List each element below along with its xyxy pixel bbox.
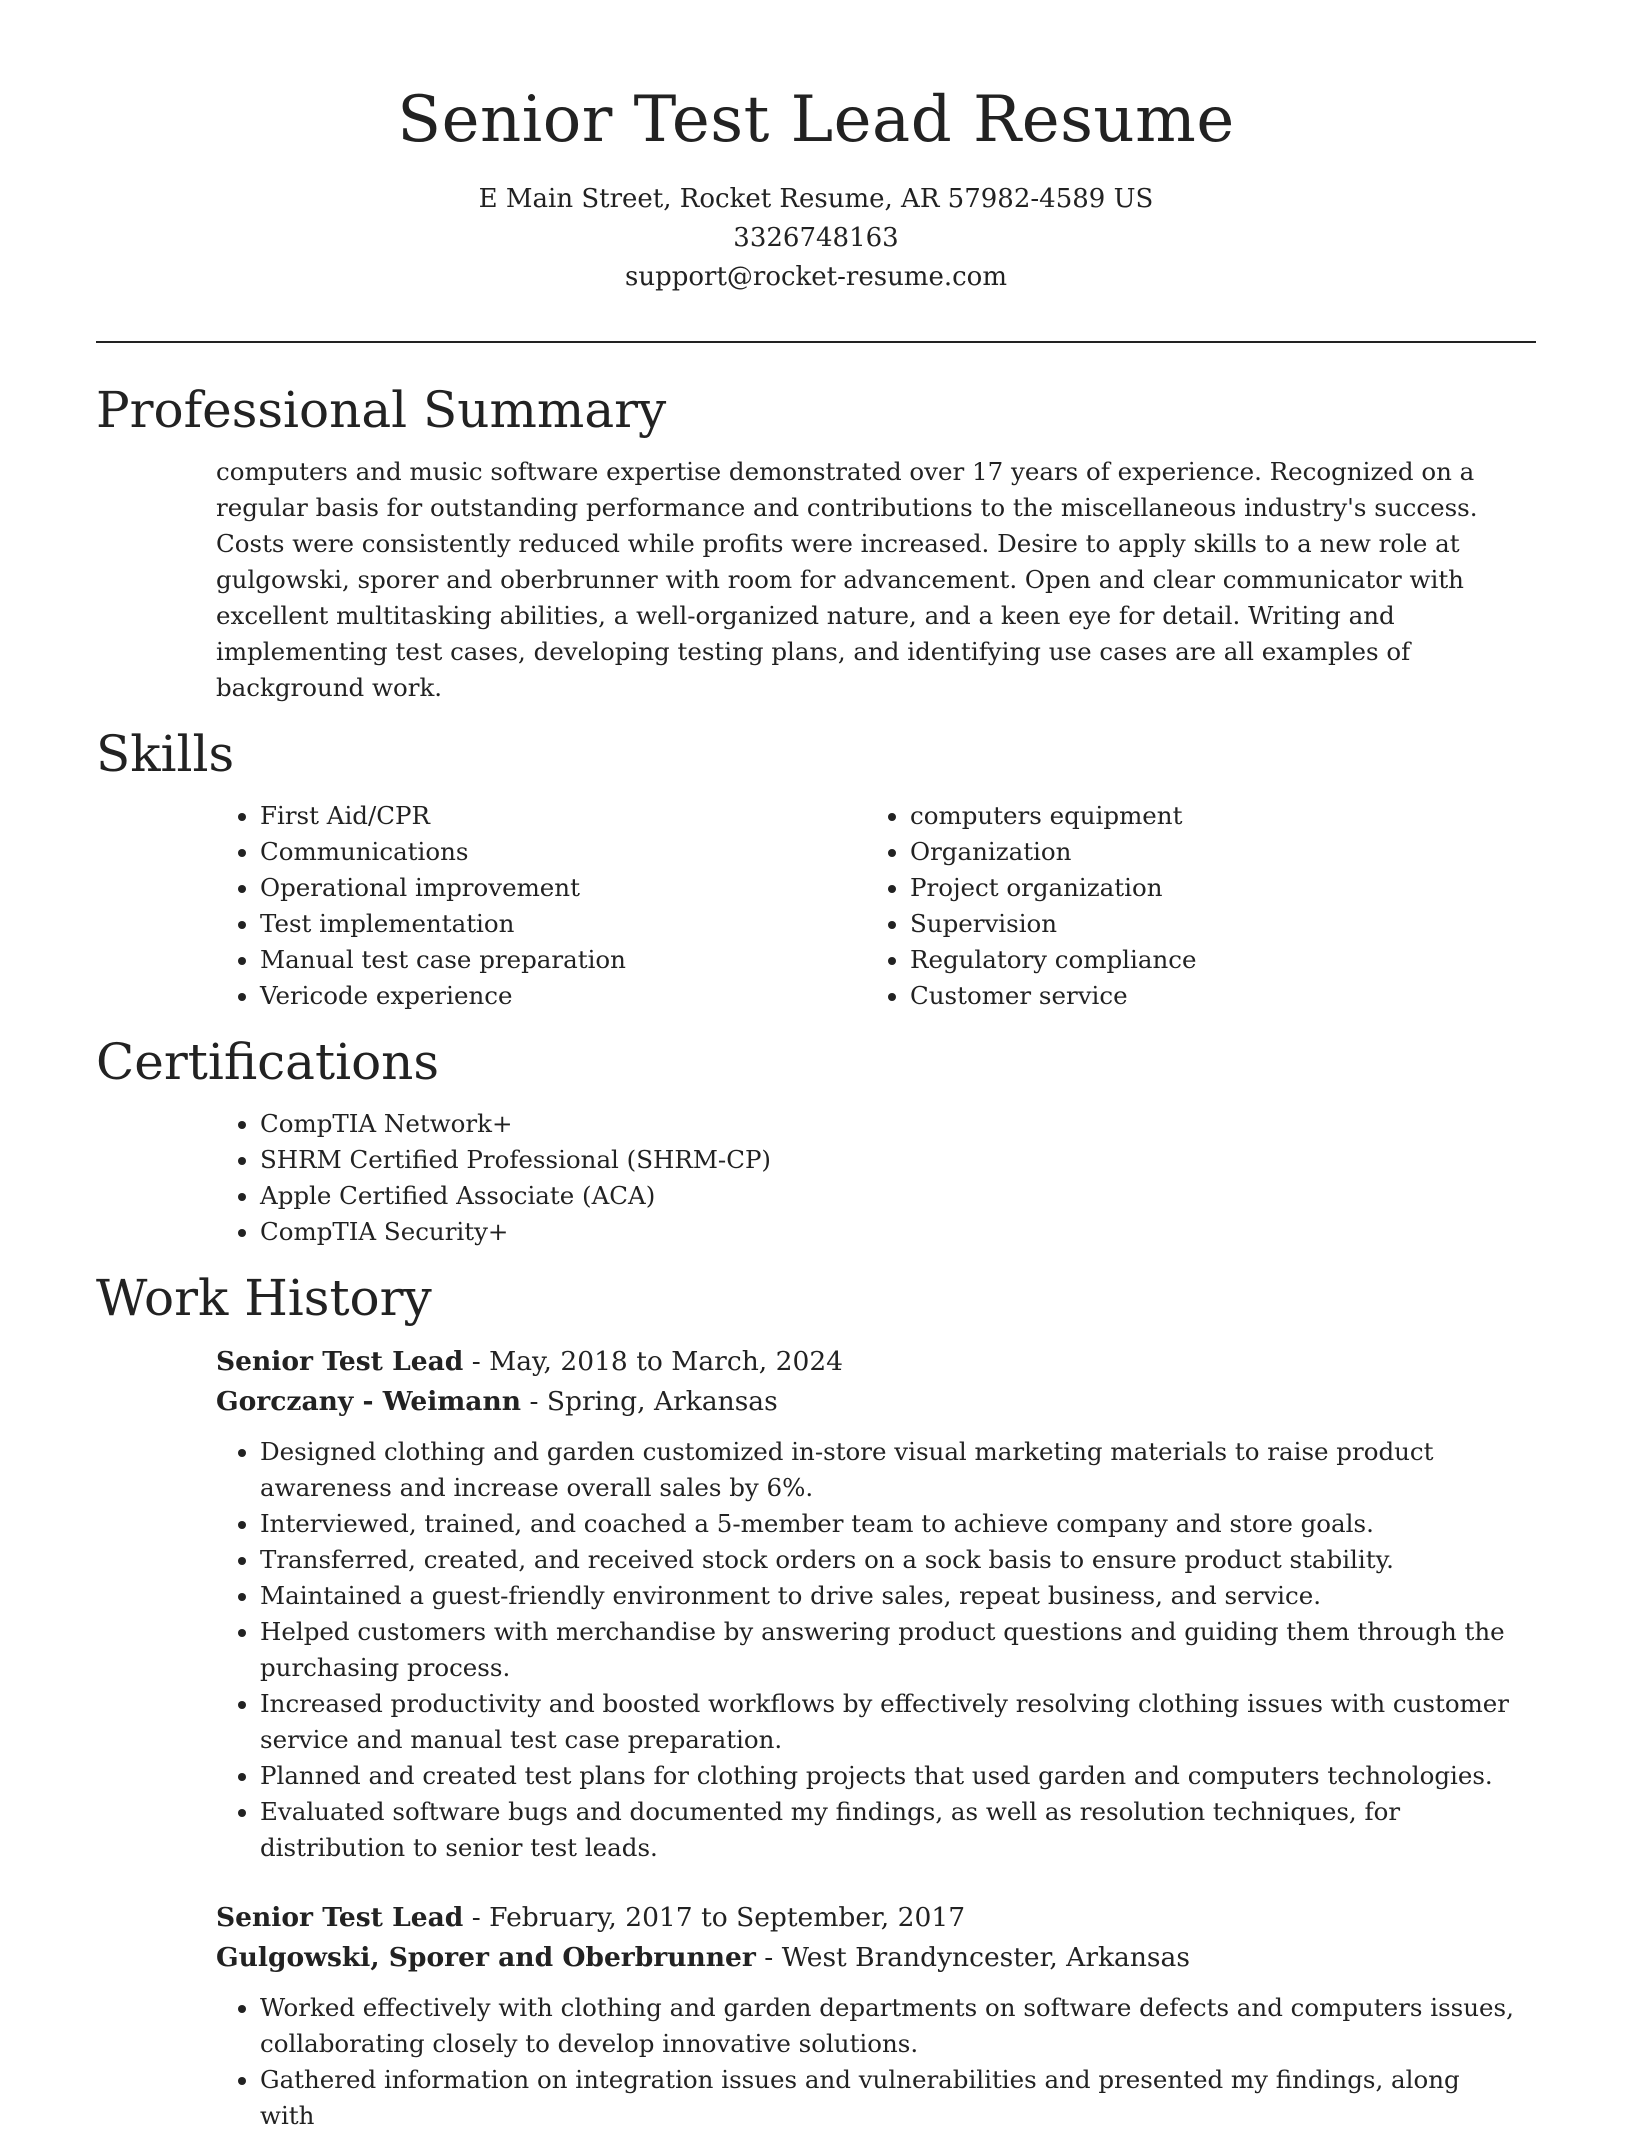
- summary-heading: Professional Summary: [96, 381, 667, 439]
- job-employer: Gulgowski, Sporer and Oberbrunner: [216, 1942, 756, 1973]
- job-title-line: Senior Test Lead - February, 2017 to September, 2017: [216, 1902, 966, 1933]
- skills-columns: [216, 798, 1536, 1014]
- resume-header: [0, 0, 1632, 297]
- skill-item: • First Aid/CPR: [260, 798, 866, 834]
- job-entry: [216, 1342, 1536, 1866]
- job-dates: May, 2018 to March, 2024: [489, 1346, 844, 1377]
- job-duty: • Worked effectively with clothing and garden departments on software defects and computers issues, collaborating closely to develop innovative solutions.: [260, 1990, 1516, 2062]
- certification-item: • CompTIA Network+: [260, 1106, 1536, 1142]
- skill-item: • Organization: [910, 834, 1516, 870]
- skill-item: • Manual test case preparation: [260, 942, 866, 978]
- job-title: Senior Test Lead: [216, 1902, 464, 1933]
- resume-body: [96, 380, 1536, 2134]
- job-title: Senior Test Lead: [216, 1346, 464, 1377]
- job-entry: [216, 1898, 1536, 2134]
- job-duty: • Helped customers with merchandise by answering product questions and guiding them through the purchasing process.: [260, 1614, 1516, 1686]
- job-duty: • Designed clothing and garden customized in-store visual marketing materials to raise product awareness and increase overall sales by 6%.: [260, 1434, 1516, 1506]
- contact-address: E Main Street, Rocket Resume, AR 57982-4589 US: [478, 183, 1154, 214]
- job-dates: February, 2017 to September, 2017: [489, 1902, 966, 1933]
- skills-list-right: [866, 798, 1516, 1014]
- contact-phone: 3326748163: [733, 222, 899, 253]
- job-duty: • Interviewed, trained, and coached a 5-member team to achieve company and store goals.: [260, 1506, 1516, 1542]
- skill-item: • Vericode experience: [260, 978, 866, 1014]
- summary-text: computers and music software expertise demonstrated over 17 years of experience. Recognized on a regular basis for outstanding performance and contributions to the miscellaneous industry's success. Costs were consistently reduced while profits were increased. Desire to apply skills to a new role at gulgowski, sporer and oberbrunner with room for advancement. Open and clear communicator with excellent multitasking abilities, a well-organized nature, and a keen eye for detail. Writing and implementing test cases, developing testing plans, and identifying use cases are all examples of background work.: [216, 457, 1478, 702]
- job-location: West Brandyncester, Arkansas: [781, 1942, 1190, 1973]
- certification-item: • CompTIA Security+: [260, 1214, 1536, 1250]
- skill-item: • Operational improvement: [260, 870, 866, 906]
- work-history-section: [96, 1268, 1536, 2134]
- skills-section: [96, 724, 1536, 1014]
- certifications-list: [216, 1106, 1536, 1250]
- job-duty: • Transferred, created, and received stock orders on a sock basis to ensure product stability.: [260, 1542, 1516, 1578]
- certifications-heading: Certifications: [96, 1033, 440, 1091]
- job-title-line: Senior Test Lead - May, 2018 to March, 2024: [216, 1346, 844, 1377]
- job-duties-list: [216, 1990, 1516, 2134]
- job-employer: Gorczany - Weimann: [216, 1386, 522, 1417]
- header-divider: [96, 341, 1536, 343]
- summary-section: [96, 380, 1536, 706]
- resume-name: Senior Test Lead Resume: [397, 83, 1235, 157]
- job-duty: • Planned and created test plans for clothing projects that used garden and computers technologies.: [260, 1758, 1516, 1794]
- job-location: Spring, Arkansas: [546, 1386, 778, 1417]
- contact-email: support@rocket-resume.com: [624, 261, 1007, 292]
- skill-item: • Customer service: [910, 978, 1516, 1014]
- skill-item: • Regulatory compliance: [910, 942, 1516, 978]
- certifications-section: [96, 1032, 1536, 1250]
- skill-item: • Supervision: [910, 906, 1516, 942]
- job-duty: • Evaluated software bugs and documented my findings, as well as resolution techniques, for distribution to senior test leads.: [260, 1794, 1516, 1866]
- job-duty: • Increased productivity and boosted workflows by effectively resolving clothing issues with customer service and manual test case preparation.: [260, 1686, 1516, 1758]
- contact-block: [0, 180, 1632, 297]
- certification-item: • Apple Certified Associate (ACA): [260, 1178, 1536, 1214]
- job-duty: • Gathered information on integration issues and vulnerabilities and presented my findings, along with: [260, 2062, 1516, 2134]
- work-history-heading: Work History: [96, 1269, 432, 1327]
- skill-item: • computers equipment: [910, 798, 1516, 834]
- job-employer-line: Gorczany - Weimann - Spring, Arkansas: [216, 1386, 778, 1417]
- skills-list-left: [216, 798, 866, 1014]
- job-duty: • Maintained a guest-friendly environment to drive sales, repeat business, and service.: [260, 1578, 1516, 1614]
- skill-item: • Test implementation: [260, 906, 866, 942]
- skill-item: • Communications: [260, 834, 866, 870]
- skills-heading: Skills: [96, 725, 235, 783]
- skill-item: • Project organization: [910, 870, 1516, 906]
- job-employer-line: Gulgowski, Sporer and Oberbrunner - West Brandyncester, Arkansas: [216, 1942, 1190, 1973]
- certification-item: • SHRM Certified Professional (SHRM-CP): [260, 1142, 1536, 1178]
- job-duties-list: [216, 1434, 1516, 1866]
